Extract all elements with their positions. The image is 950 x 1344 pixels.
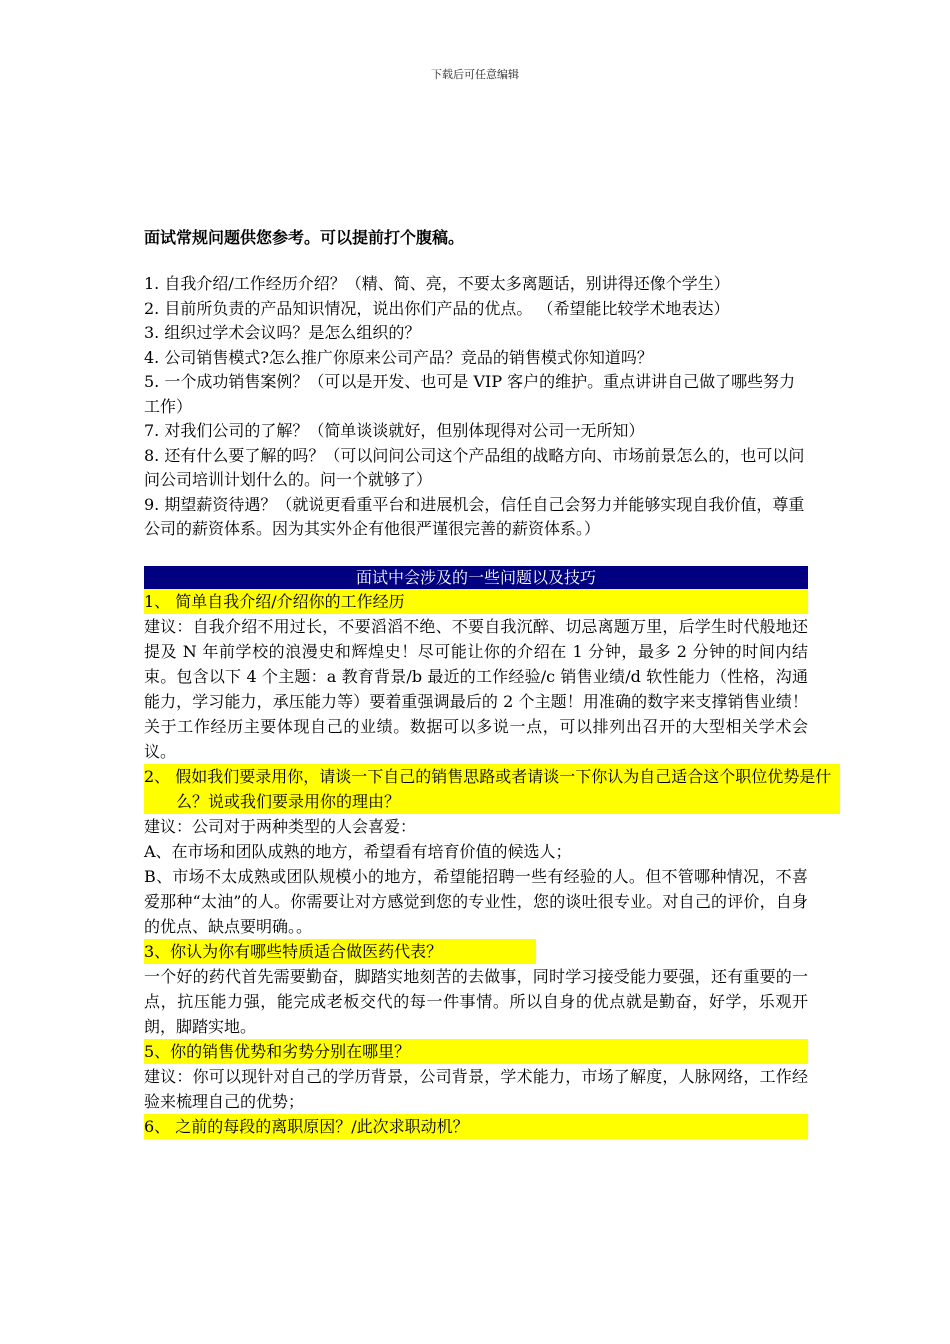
- tip-section: [144, 1114, 808, 1139]
- question-item: 3. 组织过学术会议吗？是怎么组织的？: [144, 323, 421, 342]
- tip-heading: 5、你的销售优势和劣势分别在哪里？: [144, 1039, 808, 1064]
- question-item: 2. 目前所负责的产品知识情况，说出你们产品的优点。 （希望能比较学术地表达）: [144, 298, 730, 318]
- question-item: 1. 自我介绍/工作经历介绍？（精、简、亮，不要太多离题话，别讲得还像个学生）: [144, 274, 730, 293]
- tip-section: [144, 1039, 808, 1114]
- question-item: 7. 对我们公司的了解？（简单谈谈就好，但别体现得对公司一无所知）: [144, 421, 645, 440]
- document-title: 面试常规问题供您参考。可以提前打个腹稿。: [144, 228, 465, 247]
- tip-section: [144, 589, 808, 764]
- tip-paragraph: 建议：自我介绍不用过长，不要滔滔不绝、不要自我沉醉、切忌离题万里，后学生时代般地还提及 N 年前学校的浪漫史和辉煌史！尽可能让你的介绍在 1 分钟，最多 2 分钟的时间内结束。包含以下 4 个主题：a 教育背景/b 最近的工作经验/c 销售业绩/d 软性能力（性格，沟通能力，学习能力，承压能力等）要着重强调最后的 2 个主题！用准确的数字来支撑销售业绩！关于工作经历主要体现自己的业绩。数据可以多说一点，可以排列出召开的大型相关学术会议。: [144, 616, 808, 761]
- tip-heading: 6、 之前的每段的离职原因？/此次求职动机？: [144, 1114, 808, 1139]
- tip-heading: 2、 假如我们要录用你，请谈一下自己的销售思路或者请谈一下你认为自己适合这个职位优势是什么？说或我们要录用你的理由？: [144, 764, 840, 814]
- question-item: 8. 还有什么要了解的吗？（可以问问公司这个产品组的战略方向、市场前景怎么的，也可以问问公司培训计划什么的。问一个就够了）: [144, 445, 805, 489]
- tip-paragraph: B、市场不太成熟或团队规模小的地方，希望能招聘一些有经验的人。但不管哪种情况，不喜爱那种“太油”的人。你需要让对方感觉到您的专业性，您的谈吐很专业。对自己的评价，自身的优点、缺点要明确。。: [144, 866, 808, 936]
- section-banner: 面试中会涉及的一些问题以及技巧: [144, 566, 808, 589]
- tip-heading: 3、你认为你有哪些特质适合做医药代表？: [144, 939, 536, 964]
- question-item: 4. 公司销售模式?怎么推广你原来公司产品？竞品的销售模式你知道吗？: [144, 347, 653, 367]
- tip-section: [144, 764, 832, 939]
- page-header-note: 下载后可任意编辑: [431, 68, 519, 81]
- common-questions-list: [144, 272, 808, 542]
- question-item: 5. 一个成功销售案例？（可以是开发、也可是 VIP 客户的维护。重点讲讲自己做了哪些努力工作）: [144, 372, 796, 416]
- tip-heading: 1、 简单自我介绍/介绍你的工作经历: [144, 589, 808, 614]
- tip-paragraph: 建议：公司对于两种类型的人会喜爱：: [144, 816, 417, 836]
- question-item: 9. 期望薪资待遇？（就说更看重平台和进展机会，信任自己会努力并能够实现自我价值，尊重公司的薪资体系。因为其实外企有他很严谨很完善的薪资体系。）: [144, 494, 805, 538]
- tip-section: [144, 939, 808, 1039]
- tip-paragraph: 一个好的药代首先需要勤奋，脚踏实地刻苦的去做事，同时学习接受能力要强，还有重要的一点，抗压能力强，能完成老板交代的每一件事情。所以自身的优点就是勤奋，好学，乐观开朗，脚踏实地。: [144, 966, 808, 1036]
- tip-paragraph: A、在市场和团队成熟的地方，希望看有培育价值的候选人；: [144, 841, 572, 861]
- document-body: [144, 226, 832, 1139]
- tip-paragraph: 建议：你可以现针对自己的学历背景，公司背景，学术能力，市场了解度，人脉网络，工作经验来梳理自己的优势；: [144, 1066, 808, 1111]
